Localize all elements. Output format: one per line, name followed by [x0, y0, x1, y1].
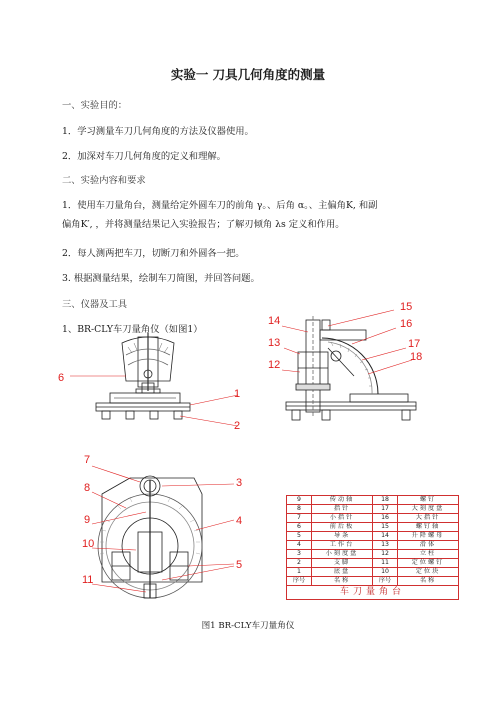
callout-7: 7: [84, 454, 91, 466]
part-number-cell: 18: [373, 496, 398, 505]
content-item-1a: 1．使用车刀量角台，测量给定外圆车刀的前角 γ。、后角 α。、主偏角K, 和副: [62, 200, 378, 211]
parts-table-row: [287, 532, 459, 541]
part-number-cell: 8: [287, 505, 312, 514]
section-heading-purpose: 一、实验目的：: [62, 100, 128, 111]
part-number-cell: 16: [373, 514, 398, 523]
parts-table: [286, 495, 459, 600]
content-item-1b: 偏角K′, ，并将测量结果记入实验报告；了解刃倾角 λs 定义和作用。: [62, 219, 345, 230]
callout-8: 8: [84, 482, 91, 494]
part-number-cell: 2: [287, 559, 312, 568]
part-name-cell: 名称: [312, 577, 373, 586]
part-name-cell: 大刻度盘: [398, 505, 459, 514]
part-number-cell: 7: [287, 514, 312, 523]
part-name-cell: 升降螺母: [398, 532, 459, 541]
part-name-cell: 定位块: [398, 568, 459, 577]
callout-1: 1: [234, 388, 241, 400]
side-view-drawing: [262, 298, 430, 438]
part-name-cell: 螺钉: [398, 496, 459, 505]
part-name-cell: 前后板: [312, 523, 373, 532]
callout-18: 18: [410, 351, 423, 363]
part-name-cell: 定位螺钉: [398, 559, 459, 568]
part-number-cell: 10: [373, 568, 398, 577]
part-number-cell: 12: [373, 550, 398, 559]
parts-table-row: [287, 541, 459, 550]
part-name-cell: 小刻度盘: [312, 550, 373, 559]
figure-caption: 图1 BR-CLY车刀量角仪: [201, 621, 295, 631]
part-name-cell: 立柱: [398, 550, 459, 559]
top-view-drawing: [78, 450, 266, 608]
callout-13: 13: [268, 337, 281, 349]
purpose-item-1: 1．学习测量车刀几何角度的方法及仪器使用。: [62, 126, 254, 137]
part-name-cell: 小指针: [312, 514, 373, 523]
part-number-cell: 3: [287, 550, 312, 559]
part-number-cell: 14: [373, 532, 398, 541]
callout-3: 3: [236, 477, 243, 489]
callout-11: 11: [82, 574, 94, 586]
callout-6: 6: [58, 372, 65, 384]
part-name-cell: 传动轴: [312, 496, 373, 505]
parts-table-row: [287, 505, 459, 514]
part-number-cell: 5: [287, 532, 312, 541]
parts-table-row: [287, 568, 459, 577]
parts-table-row: [287, 514, 459, 523]
part-name-cell: 名称: [398, 577, 459, 586]
part-number-cell: 13: [373, 541, 398, 550]
content-item-3: 3. 根据测量结果，绘制车刀简图，并回答问题。: [62, 273, 260, 284]
purpose-item-2: 2．加深对车刀几何角度的定义和理解。: [62, 151, 226, 162]
part-number-cell: 序号: [373, 577, 398, 586]
front-view-drawing: [58, 325, 258, 437]
part-name-cell: 支脚: [312, 559, 373, 568]
parts-table-row: [287, 577, 459, 586]
parts-table-row: [287, 559, 459, 568]
tools-item-1: 1、BR-CLY车刀量角仪（如图1）: [62, 324, 203, 335]
callout-16: 16: [400, 318, 413, 330]
page-title: 实验一 刀具几何角度的测量: [170, 67, 326, 82]
section-heading-tools: 三、仪器及工具: [62, 299, 128, 310]
callout-12: 12: [268, 359, 281, 371]
part-number-cell: 15: [373, 523, 398, 532]
callout-14: 14: [268, 315, 281, 327]
part-number-cell: 11: [373, 559, 398, 568]
parts-table-row: [287, 496, 459, 505]
callout-4: 4: [236, 515, 243, 527]
part-name-cell: 工作台: [312, 541, 373, 550]
section-heading-content: 二、实验内容和要求: [62, 175, 146, 186]
parts-table-footer: 车刀量角台: [287, 586, 459, 600]
part-number-cell: 序号: [287, 577, 312, 586]
callout-17: 17: [408, 338, 421, 350]
callout-15: 15: [400, 301, 413, 313]
callout-2: 2: [234, 420, 241, 432]
parts-table-row: [287, 523, 459, 532]
part-number-cell: 17: [373, 505, 398, 514]
part-name-cell: 螺钉轴: [398, 523, 459, 532]
content-item-2: 2．每人测两把车刀，切断刀和外圆各一把。: [62, 248, 245, 259]
part-name-cell: 指针: [312, 505, 373, 514]
part-number-cell: 1: [287, 568, 312, 577]
part-name-cell: 滑体: [398, 541, 459, 550]
part-number-cell: 6: [287, 523, 312, 532]
part-name-cell: 底盘: [312, 568, 373, 577]
part-name-cell: 大指针: [398, 514, 459, 523]
callout-5: 5: [236, 559, 243, 571]
part-name-cell: 导条: [312, 532, 373, 541]
parts-table-row: [287, 550, 459, 559]
callout-9: 9: [84, 514, 91, 526]
part-number-cell: 9: [287, 496, 312, 505]
part-number-cell: 4: [287, 541, 312, 550]
callout-10: 10: [82, 538, 95, 550]
